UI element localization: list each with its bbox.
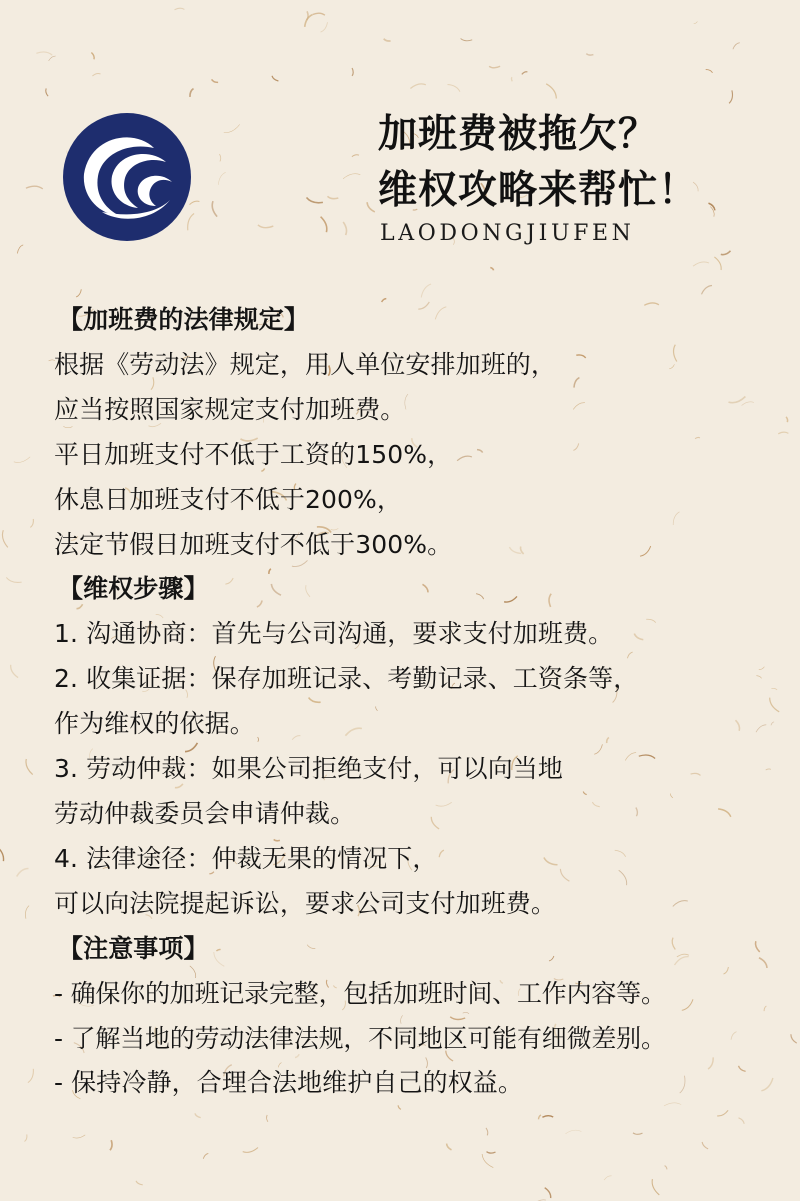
paper-fibre [721,251,731,255]
paper-fibre [604,1176,612,1180]
legal-line: 休息日加班支付不低于200%， [54,484,402,514]
paper-fibre [487,1152,496,1154]
paper-fibre [212,79,219,82]
paper-fibre [461,39,473,41]
paper-fibre [352,68,353,76]
paper-fibre [652,1179,659,1195]
paper-fibre [546,84,556,99]
legal-line: 根据《劳动法》规定，用人单位安排加班的， [54,349,557,379]
paper-fibre [218,172,225,185]
paper-fibre [307,198,323,203]
paper-fibre [258,225,273,228]
paper-fibre [17,245,23,254]
paper-fibre [92,74,100,76]
paper-fibre [539,1115,542,1119]
step-line: 劳动仲裁委员会申请仲裁。 [54,798,356,828]
paper-fibre [633,1133,643,1134]
paper-fibre [706,70,713,73]
paper-fibre [17,869,29,877]
paper-fibre [343,174,360,179]
paper-fibre [212,201,217,217]
subtitle: LAODONGJIUFEN [380,221,635,246]
note-line: - 确保你的加班记录完整，包括加班时间、工作内容等。 [54,978,666,1008]
paper-fibre [305,15,313,27]
paper-fibre [25,1134,27,1141]
note-line: - 了解当地的劳动法律法规，不同地区可能有细微差别。 [54,1023,666,1053]
paper-fibre [694,22,698,24]
paper-fibre [313,13,325,15]
title-line-2: 维权攻略来帮忙！ [378,168,699,213]
paper-fibre [46,88,48,96]
paper-fibre [328,196,339,198]
paper-fibre [709,203,715,210]
step-line: 3. 劳动仲裁：如果公司拒绝支付，可以向当地 [54,754,564,784]
paper-fibre [136,1181,143,1185]
paper-fibre [91,53,94,60]
paper-fibre [0,846,4,861]
note-line: - 保持冷静，合理合法地维护自己的权益。 [54,1068,523,1098]
paper-fibre [482,1154,493,1168]
paper-fibre [321,22,328,32]
step-line: 可以向法院提起诉讼，要求公司支付加班费。 [54,888,557,918]
paper-fibre [49,56,56,61]
paper-fibre [729,90,732,103]
paper-fibre [272,76,278,81]
step-line: 4. 法律途径：仲裁无果的情况下， [54,843,438,873]
paper-fibre [489,66,500,68]
section-heading-notes: 【注意事项】 [58,933,209,963]
paper-fibre [36,52,52,55]
paper-fibre [110,1140,112,1150]
legal-line: 法定节假日加班支付不低于300%。 [54,529,453,559]
paper-fibre [28,1069,33,1083]
paper-fibre [522,72,528,75]
page-title [378,107,698,219]
paper-fibre [421,284,431,298]
paper-fibre [447,1144,452,1150]
legal-line: 平日加班支付不低于工资的150%， [54,439,453,469]
step-line: 作为维权的依据。 [54,709,255,739]
title-line-1: 加班费被拖欠？ [378,112,659,157]
article-body [54,298,794,1106]
paper-fibre [566,1130,582,1134]
paper-fibre [511,77,512,81]
paper-fibre [693,262,709,266]
paper-fibre [267,1115,268,1122]
paper-fibre [586,54,593,56]
paper-fibre [545,1188,551,1198]
paper-fibre [486,1128,488,1136]
paper-fibre [384,39,391,41]
step-line: 1. 沟通协商：首先与公司沟通，要求支付加班费。 [54,619,614,649]
paper-fibre [714,257,721,270]
paper-fibre [14,457,30,463]
paper-fibre [717,1110,728,1116]
paper-fibre [739,1118,745,1124]
paper-fibre [243,1148,258,1153]
legal-line: 应当按照国家规定支付加班费。 [54,394,406,424]
paper-fibre [26,186,43,189]
paper-fibre [195,1113,201,1117]
paper-fibre [367,202,375,212]
section-heading-steps: 【维权步骤】 [58,574,209,604]
swirl-logo-icon [62,112,192,242]
section-heading-legal: 【加班费的法律规定】 [58,305,310,334]
paper-fibre [6,577,21,582]
paper-fibre [702,1142,708,1149]
paper-fibre [410,84,425,89]
paper-fibre [11,665,18,678]
paper-fibre [25,906,29,919]
paper-fibre [26,759,33,775]
paper-fibre [321,217,327,233]
paper-fibre [190,89,194,97]
paper-fibre [73,1135,86,1138]
paper-fibre [175,8,185,10]
paper-fibre [733,43,740,50]
paper-fibre [2,530,7,547]
paper-fibre [343,222,346,235]
paper-fibre [490,268,493,271]
paper-fibre [448,85,460,92]
paper-fibre [665,1166,667,1170]
paper-fibre [30,519,33,527]
paper-fibre [220,154,221,161]
step-line: 2. 收集证据：保存加班记录、考勤记录、工资条等， [54,664,639,694]
paper-fibre [702,286,713,295]
paper-fibre [352,155,359,157]
paper-fibre [224,124,240,132]
paper-fibre [76,289,81,297]
paper-fibre [203,1153,208,1158]
paper-fibre [542,1116,553,1118]
